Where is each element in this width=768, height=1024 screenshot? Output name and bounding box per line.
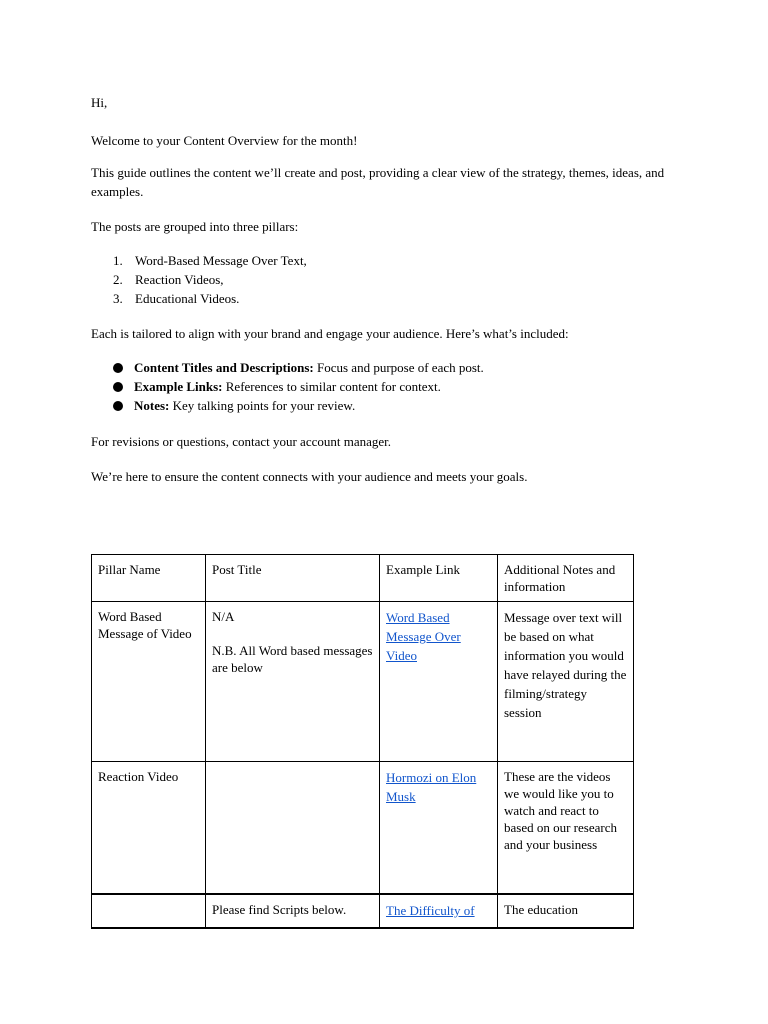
- table-row: [92, 894, 634, 928]
- example-link[interactable]: Hormozi on Elon Musk: [386, 770, 477, 804]
- content-overview-table: [91, 554, 634, 929]
- pillar-cell: Reaction Video: [92, 762, 206, 895]
- contact-line: For revisions or questions, contact your account manager.: [91, 434, 392, 449]
- post-title: N/A: [212, 609, 235, 624]
- post-title-cell: Please find Scripts below.: [206, 894, 380, 928]
- included-list-item: [113, 358, 484, 377]
- list-number: 1.: [113, 253, 123, 268]
- intro-paragraph: This guide outlines the content we’ll create and post, providing a clear view of the strategy, themes, ideas, and examples.: [91, 165, 665, 199]
- bullet-icon: [113, 382, 123, 392]
- pillar-list-item: [113, 251, 307, 270]
- notes-cell: Message over text will be based on what information you would have relayed during the filming/strategy session: [498, 602, 634, 762]
- item-label: Content Titles and Descriptions:: [134, 360, 314, 375]
- included-intro: Each is tailored to align with your brand and engage your audience. Here’s what’s included:: [91, 326, 569, 341]
- list-text: Reaction Videos,: [135, 272, 224, 287]
- table-header-row: [92, 555, 634, 602]
- bullet-icon: [113, 401, 123, 411]
- item-label: Notes:: [134, 398, 170, 413]
- greeting: Hi,: [91, 95, 108, 110]
- pillar-cell: [92, 894, 206, 928]
- item-text: Focus and purpose of each post.: [313, 360, 484, 375]
- item-text: References to similar content for context.: [222, 379, 441, 394]
- header-additional-notes: Additional Notes and information: [498, 555, 634, 602]
- pillar-list-item: [113, 289, 239, 308]
- example-link[interactable]: The Difficulty of: [386, 903, 475, 918]
- list-number: 2.: [113, 272, 123, 287]
- pillars-intro: The posts are grouped into three pillars:: [91, 219, 299, 234]
- header-post-title: Post Title: [206, 555, 380, 602]
- post-title-cell: [206, 602, 380, 762]
- item-text: Key talking points for your review.: [169, 398, 356, 413]
- bullet-icon: [113, 363, 123, 373]
- notes-cell: These are the videos we would like you to watch and react to based on our research and your business: [498, 762, 634, 895]
- post-title-cell: [206, 762, 380, 895]
- list-text: Word-Based Message Over Text,: [135, 253, 307, 268]
- post-title-note: N.B. All Word based messages are below: [212, 643, 373, 675]
- table-row: [92, 762, 634, 895]
- pillar-list-item: [113, 270, 224, 289]
- example-link-cell: [380, 602, 498, 762]
- example-link[interactable]: Word Based Message Over Video: [386, 610, 461, 663]
- list-text: Educational Videos.: [135, 291, 240, 306]
- header-example-link: Example Link: [380, 555, 498, 602]
- list-number: 3.: [113, 291, 123, 306]
- included-list-item: [113, 396, 355, 415]
- example-link-cell: [380, 894, 498, 928]
- item-label: Example Links:: [134, 379, 223, 394]
- included-list-item: [113, 377, 441, 396]
- table-row: [92, 602, 634, 762]
- closing-line: We’re here to ensure the content connects with your audience and meets your goals.: [91, 469, 528, 484]
- welcome-line: Welcome to your Content Overview for the month!: [91, 133, 358, 148]
- header-pillar-name: Pillar Name: [92, 555, 206, 602]
- pillar-cell: Word Based Message of Video: [92, 602, 206, 762]
- example-link-cell: [380, 762, 498, 895]
- notes-cell: The education: [498, 894, 634, 928]
